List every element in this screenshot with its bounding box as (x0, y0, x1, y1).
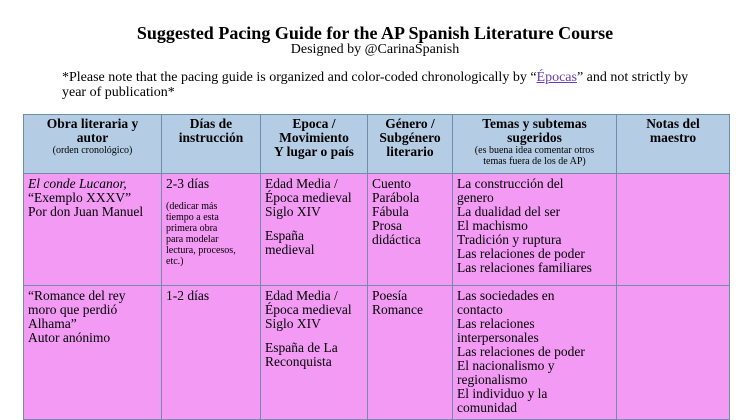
theme-line: Tradición y ruptura (457, 232, 562, 247)
theme-line: El individuo y la (457, 386, 548, 401)
genre-line: Cuento (372, 176, 411, 191)
col-header-epoca (261, 115, 368, 174)
header-line: literario (386, 144, 434, 159)
cell-notas (617, 174, 730, 286)
genre-line: Romance (372, 302, 423, 317)
header-line: sugeridos (507, 130, 562, 145)
header-line: Temas y subtemas (482, 116, 587, 131)
col-header-notas (617, 115, 730, 174)
theme-line: La dualidad del ser (457, 204, 561, 219)
pacing-table (23, 114, 730, 420)
col-header-genero (368, 115, 453, 174)
table-row (24, 174, 730, 286)
work-title: moro que perdió (28, 302, 118, 317)
theme-line: Las relaciones de poder (457, 344, 585, 359)
days-note-line: lectura, procesos, (166, 245, 236, 256)
work-title: Alhama” (28, 316, 77, 331)
header-line: Notas del (646, 116, 700, 131)
theme-line: Las relaciones (457, 316, 535, 331)
header-line: Subgénero (379, 130, 441, 145)
work-subtitle: “Exemplo XXXV” (28, 190, 132, 205)
work-author: Autor anónimo (28, 330, 111, 345)
table-header-row (24, 115, 730, 174)
cell-dias (162, 174, 261, 286)
epoch-line: Siglo XIV (265, 316, 321, 331)
place-line: España (265, 228, 304, 243)
work-title: El conde Lucanor, (28, 176, 127, 191)
place-line: España de La (265, 340, 338, 355)
header-small-note: temas fuera de los de AP) (483, 156, 586, 167)
epoch-line: Edad Media / (265, 176, 338, 191)
header-line: Género / (385, 116, 435, 131)
genre-line: Poesía (372, 288, 408, 303)
genre-line: Prosa (372, 218, 402, 233)
cell-genero (368, 174, 453, 286)
cell-temas (453, 174, 617, 286)
note-text-start: *Please note that the pacing guide is organized and color-coded chronologically by “ (62, 70, 537, 85)
genre-line: Parábola (372, 190, 420, 205)
col-header-obra (24, 115, 162, 174)
cell-notas (617, 286, 730, 420)
theme-line: regionalismo (457, 372, 528, 387)
cell-epoca (261, 286, 368, 420)
days-value: 2-3 días (166, 176, 210, 191)
table-row (24, 286, 730, 420)
epoch-line: Época medieval (265, 190, 352, 205)
epocas-link[interactable]: Épocas (536, 70, 577, 85)
theme-line: comunidad (457, 400, 517, 415)
place-line: medieval (265, 242, 315, 257)
page-subtitle: Designed by @CarinaSpanish (290, 42, 460, 57)
days-note-line: para modelar (166, 234, 219, 245)
header-line: Días de (189, 116, 233, 131)
theme-line: Las relaciones familiares (457, 260, 592, 275)
days-note-line: (dedicar más (166, 201, 218, 212)
days-value: 1-2 días (166, 288, 210, 303)
genre-line: Fábula (372, 204, 409, 219)
col-header-dias (162, 115, 261, 174)
pacing-note (62, 70, 692, 100)
header-line: instrucción (178, 130, 244, 145)
header-line: Obra literaria y (46, 116, 139, 131)
header-line: Y lugar o país (274, 144, 354, 159)
place-line: Reconquista (265, 354, 332, 369)
work-author: Por don Juan Manuel (28, 204, 144, 219)
work-title: “Romance del rey (28, 288, 126, 303)
page-title: Suggested Pacing Guide for the AP Spanish Literature Course (136, 23, 614, 43)
theme-line: interpersonales (457, 330, 539, 345)
genre-line: didáctica (372, 232, 421, 247)
cell-temas (453, 286, 617, 420)
header-small-note: (es buena idea comentar otros (474, 145, 595, 156)
header-line: Movimiento (279, 130, 349, 145)
note-text-end: ” and not strictly by year of publication* (62, 70, 689, 100)
cell-dias (162, 286, 261, 420)
days-note-line: tiempo a esta (166, 212, 219, 223)
theme-line: genero (457, 190, 494, 205)
header-line: Epoca / (292, 116, 336, 131)
header-small-note: (orden cronológico) (52, 145, 133, 156)
cell-obra (24, 174, 162, 286)
theme-line: Las relaciones de poder (457, 246, 585, 261)
epoch-line: Época medieval (265, 302, 352, 317)
col-header-temas (453, 115, 617, 174)
theme-line: El machismo (457, 218, 528, 233)
theme-line: Las sociedades en (457, 288, 555, 303)
days-note-line: primera obra (166, 223, 218, 234)
header-line: autor (76, 130, 109, 145)
cell-obra (24, 286, 162, 420)
theme-line: contacto (457, 302, 503, 317)
days-note-line: etc.) (166, 256, 184, 267)
cell-epoca (261, 174, 368, 286)
theme-line: La construcción del (457, 176, 564, 191)
epoch-line: Siglo XIV (265, 204, 321, 219)
header-line: maestro (649, 130, 697, 145)
cell-genero (368, 286, 453, 420)
theme-line: El nacionalismo y (457, 358, 555, 373)
epoch-line: Edad Media / (265, 288, 338, 303)
